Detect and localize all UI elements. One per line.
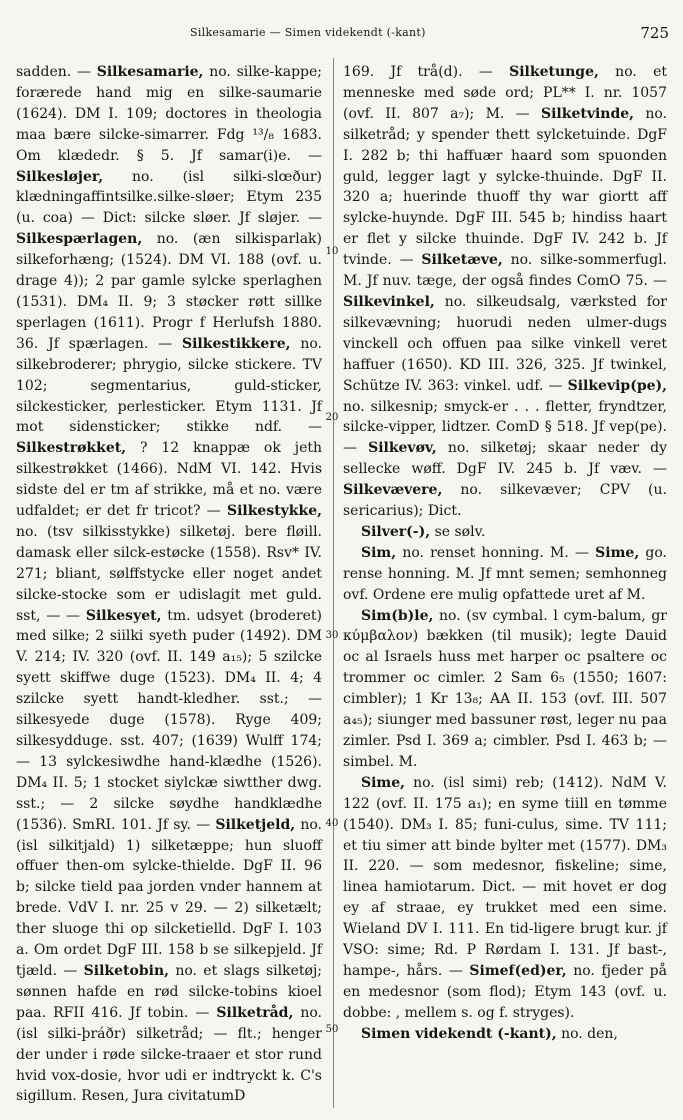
line-number: 40 xyxy=(325,818,339,829)
headword: Silketunge, xyxy=(509,64,599,80)
line-number: 20 xyxy=(325,412,339,423)
headword: Silkevævere, xyxy=(343,482,443,499)
entry-text: no. renset honning. M. — xyxy=(402,544,589,561)
entry-text: no. fjeder på en medesnor (som flod); Etym 143 (ovf. u. dobbe: , mellem s. og f. stryges). xyxy=(343,962,667,1021)
entry-text: sadden. — xyxy=(16,64,91,80)
headword: Silkespærlagen, xyxy=(16,231,143,248)
headword: Sim, xyxy=(361,544,397,561)
headword: Silkevip(pe), xyxy=(567,377,668,394)
entry-text: tm. udsyet (broderet) med silke; 2 siilki syeth puder (1492). DM V. 214; IV. 320 (ovf. II. 149 a₁₅); 5 szilcke syett skiffwe duge (1523). DM₄ II. 4; 4 szilcke syett handt-kledher. sst.; — silkesyede duge (1578). Ryge 409; silkesydduge. sst. 407; (1639) Wulff 174; — 13 sylckesiwdhe hand-klædhe (1526). DM₄ II. 5; 1 stocket siylckæ siwtther dwg. sst.; — 2 silcke søydhe handklædhe (1536). SmRI. 101. Jf sy. — xyxy=(16,607,323,833)
headword: Silketråd, xyxy=(216,1004,294,1021)
running-head: Silkesamarie — Simen videkendt (-kant) xyxy=(190,26,426,39)
entry-text: no. (isl simi) reb; (1412). NdM V. 122 (ovf. II. 175 a₁); en syme tiill en tømme (1540). DM₃ I. 85; funi-culus, sime. TV 111; et tiu simer att binde bylter met (1577). DM₃ II. 220. — som medesnor, fiskeline; sime, linea hamiotarum. Dict. — mit hovet er dog ey af straae, ey trukket med een sime. Wieland DV I. 111. En tid-ligere brugt kur. jf VSO: sime; Rd. P Rørdam I. 131. Jf bast-, hampe-, hårs. — xyxy=(343,774,667,979)
dictionary-entry xyxy=(343,522,667,543)
entry-text: no. et menneske med søde ord; PL** I. nr. 1057 (ovf. II. 807 a₇); M. — xyxy=(343,64,668,122)
headword: Silkevinkel, xyxy=(343,293,435,310)
entry-text: go. rense honning. M. Jf mnt semen; semhonneg ovf. Ordene ere mulig opfattede uret af M. xyxy=(343,544,667,603)
headword: Silkestykke, xyxy=(226,503,322,520)
entry-text: ? 12 knappæ ok jeth silkestrøkket (1466). NdM VI. 142. Hvis sidste del er tm af strikke, må et no. være udfaldet; er det fr tricot? — xyxy=(16,440,323,520)
headword: Silkesyet, xyxy=(85,607,162,624)
dictionary-entry xyxy=(343,62,667,522)
line-number: 10 xyxy=(325,246,339,257)
entry-text: no. silkevæver; CPV (u. sericarius); Dict. xyxy=(343,482,667,520)
entry-text: no. (sv cymbal. l cym-balum, gr κύμβαλον) bækken (til musik); legte Dauid oc al Israels huss met harper oc psaltere oc trommer oc cimler. 2 Sam 6₅ (1550; 1607: cimbler); 1 Kr 13₈; AA II. 153 (ovf. III. 507 a₄₅); siunger med bassuner røst, leger nu paa zimler. Psd I. 369 a; cimbler. Psd I. 463 b; — simbel. M. xyxy=(343,607,667,770)
headword: Silketjeld, xyxy=(215,816,296,833)
page-header xyxy=(0,20,683,48)
dictionary-entry xyxy=(343,606,667,773)
entry-text: no. silketøj; skaar neder dy sellecke wøff. DgF IV. 245 b. Jf væv. — xyxy=(343,440,667,478)
headword: Silkestrøkket, xyxy=(16,440,127,457)
headword: Silketobin, xyxy=(83,962,169,979)
entry-text: no. (æn silkisparlak) silkeforhæng; (1524). DM VI. 188 (ovf. u. drage 4)); 2 par gamle sylcke sperlaghen (1531). DM₄ II. 9; 3 støcker røtt sillke sperlagen (1611). Progr f Herlufsh 1880. 36. Jf spærlagen. — xyxy=(16,231,322,352)
left-column xyxy=(16,62,322,1107)
headword: Simef(ed)er, xyxy=(469,962,567,979)
entry-text: 169. Jf trå(d). — xyxy=(343,64,493,80)
headword: Silketvinde, xyxy=(541,105,635,122)
entry-text: no. silke-sommerfugl. M. Jf nuv. tæge, der også findes ComO 75. — xyxy=(343,252,668,290)
headword: Silkesløjer, xyxy=(16,168,104,185)
entry-text: se sølv. xyxy=(434,523,486,540)
entry-text: no. silketråd; y spender thett sylcketuinde. DgF I. 282 b; thi haffuær haard som spuonden guld, legger lagt y sylcke-thuinde. DgF II. 320 a; huerinde thuoff thy war giortt aff sylcke-huynde. DgF III. 545 b; hindiss haart er flet y silcke thuinde. DgF IV. 242 b. Jf tvinde. — xyxy=(343,105,668,269)
entry-text: no. silke-kappe; forærede hand mig en silke-saumarie (1624). DM I. 109; doctores in theologia maa bære silcke-simarrer. Fdg ¹³/₈ 1683. Om klædedr. § 5. Jf samar(i)e. — xyxy=(16,64,322,164)
headword: Simen videkendt (-kant), xyxy=(361,1025,557,1042)
headword: Silkevøv, xyxy=(368,440,437,457)
entry-text: no. silkesnip; smyck-er . . . fletter, fryndtzer, silcke-vipper, lidtzer. ComD § 518. Jf vep(pe). — xyxy=(343,398,667,457)
entry-text: no. et slags silketøj; sønnen hafde en rød silcke-tobins kioel paa. RFII 416. Jf tobin. — xyxy=(16,962,323,1021)
entry-text: no. (isl silkitjald) 1) silketæppe; hun sluoff offuer then-om sylcke-thielde. DgF II. 96 b; silcke tield paa jorden vnder hannem at brede. VdV I. nr. 25 v 29. — 2) silketælt; ther sluoge thi op silcketielld. DgF I. 103 a. Om ordet DgF III. 158 b se silkepjeld. Jf tjæld. — xyxy=(16,816,322,979)
dictionary-entry xyxy=(343,773,667,1024)
dictionary-entry xyxy=(343,543,667,606)
headword: Sime, xyxy=(361,774,406,791)
headword: Silkestikkere, xyxy=(182,335,291,352)
entry-text: no. (isl silki-slœður) klædningaffintsilke.silke-sløer; Etym 235 (u. coa) — Dict: silcke sløer. Jf sløjer. — xyxy=(16,168,322,227)
dictionary-entry xyxy=(16,62,322,1107)
line-number: 30 xyxy=(325,630,339,641)
headword: Silkesamarie, xyxy=(96,64,204,80)
entry-text: no. (isl silki-þráðr) silketråd; — flt.; henger der under i røde silcke-traaer et stor rund hvid vox-dosie, hvor udi er indtryckt k. C's sigillum. Resen, Jura civitatumD xyxy=(16,1004,323,1105)
entry-text: no. silkeudsalg, værksted for silkevævning; huorudi neden ulmer-dugs vinckell och offuen paa silke vinkell veret haffuer (1650). KD III. 326, 325. Jf twinkel, Schütze IV. 363: vinkel. udf. — xyxy=(343,293,668,394)
line-number: 50 xyxy=(325,1024,339,1035)
headword: Sim(b)le, xyxy=(361,607,434,624)
entry-text: no. (tsv silkisstykke) silketøj. bere fløill. damask eller silck-estøcke (1558). Rsv* IV. 271; bliant, sølffstycke eller noget andet silcke-stocke som er udislagit met guld. sst, — — xyxy=(16,523,322,624)
right-column xyxy=(343,62,667,1045)
column-divider xyxy=(333,58,334,1108)
headword: Sime, xyxy=(595,544,640,561)
entry-text: no. silkebroderer; phrygio, silcke stickere. TV 102; segmentarius, guld-sticker, silckesticker, perlesticker. Etym 1131. Jf mot sidensticker; stikke ndf. — xyxy=(16,335,323,436)
entry-text: no. den, xyxy=(561,1025,618,1042)
dictionary-entry xyxy=(343,1024,667,1045)
page-number: 725 xyxy=(640,24,669,42)
headword: Silver(-), xyxy=(361,523,431,540)
headword: Silketæve, xyxy=(421,252,503,269)
